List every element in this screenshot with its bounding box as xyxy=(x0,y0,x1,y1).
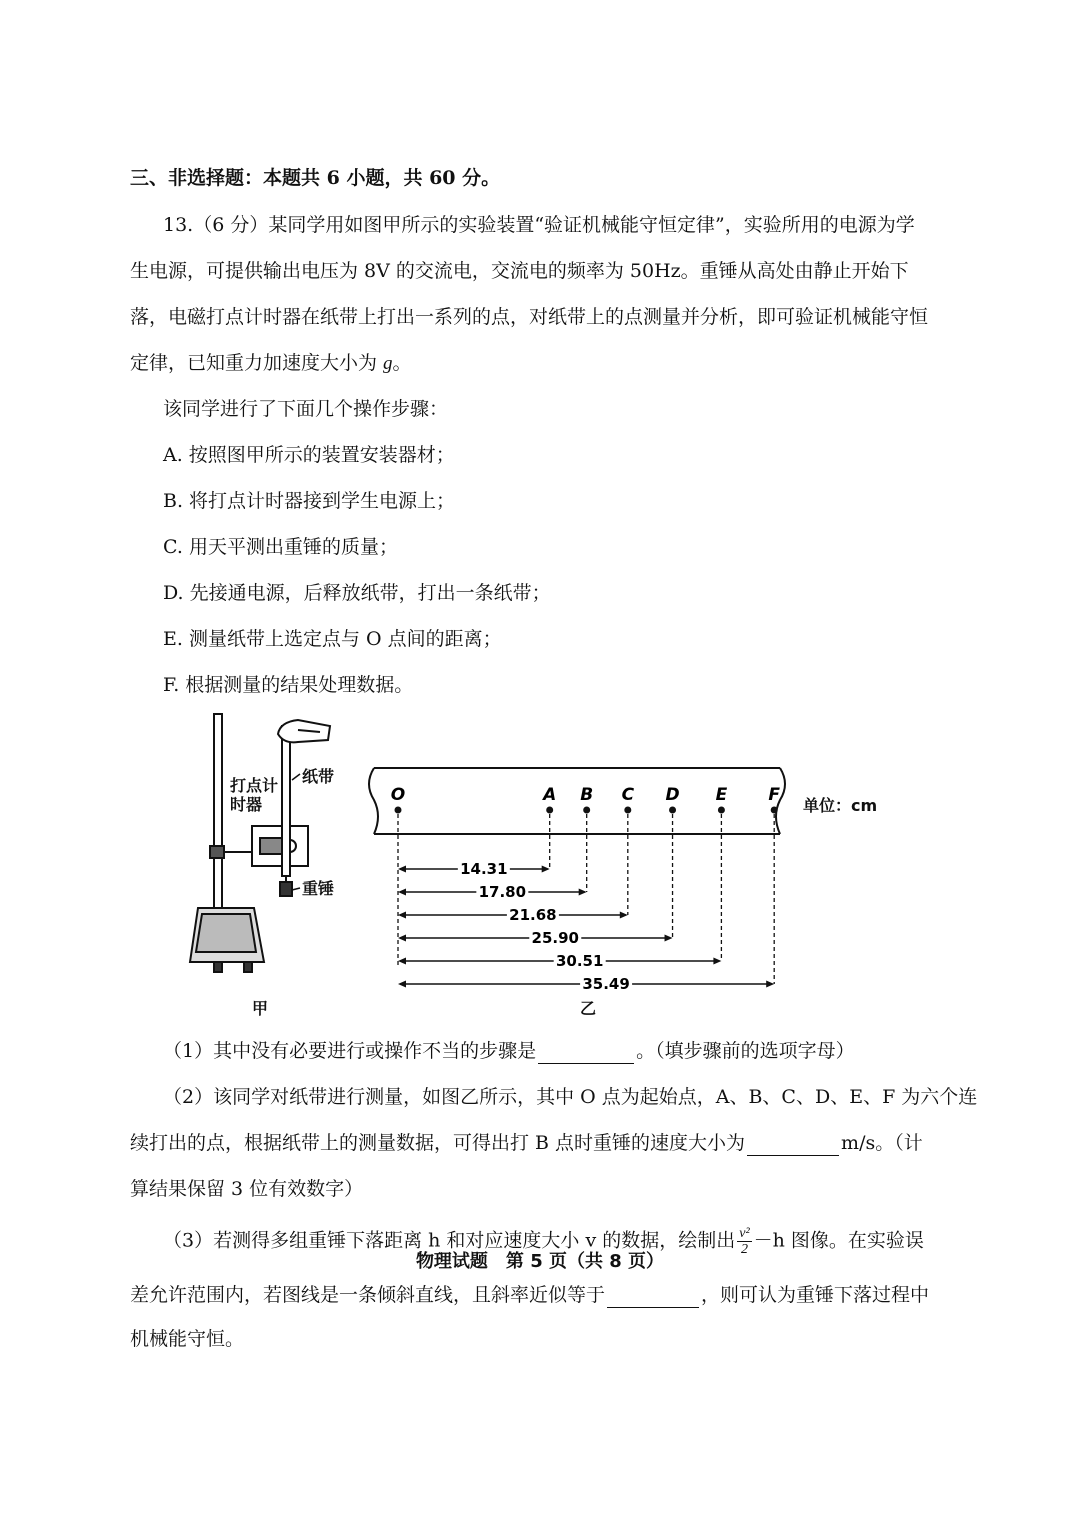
v-squared-over-2: $\frac{\text{v²}}{2}$ xyxy=(739,1226,750,1257)
dimension-arrow xyxy=(398,866,406,873)
step-e: E. 测量纸带上选定点与 O 点间的距离； xyxy=(163,628,502,650)
dimension-arrow xyxy=(398,935,406,942)
dimension-label-E: 30.51 xyxy=(555,952,604,970)
figure-apparatus xyxy=(180,712,350,982)
weight-label: 重锤 xyxy=(302,879,335,898)
section-title: 三、非选择题：本题共 6 小题，共 60 分。 xyxy=(130,167,501,189)
timer-label: 打点计 时器 xyxy=(230,776,279,814)
dimension-label-F: 35.49 xyxy=(582,975,630,993)
dimension-arrow xyxy=(398,889,406,896)
paper-tape xyxy=(282,726,290,876)
answer-blank-1[interactable] xyxy=(538,1043,634,1064)
figure-a-caption: 甲 xyxy=(252,999,269,1018)
step-d: D. 先接通电源，后释放纸带，打出一条纸带； xyxy=(163,582,551,604)
dimension-arrow xyxy=(665,935,673,942)
dimension-label-D: 25.90 xyxy=(531,929,579,947)
tape-point-label-D: D xyxy=(665,785,680,805)
sub-question-2-line-1: （2）该同学对纸带进行测量，如图乙所示，其中 O 点为起始点，A、B、C、D、E、F 为六个连 xyxy=(163,1086,978,1108)
tape-point-label-F: F xyxy=(768,785,781,805)
answer-blank-3[interactable] xyxy=(607,1287,699,1308)
sub-question-2-line-3: 算结果保留 3 位有效数字） xyxy=(130,1178,364,1200)
dimension-label-A: 14.31 xyxy=(460,860,508,878)
tape-point-O xyxy=(395,807,402,814)
tape-point-label-C: C xyxy=(621,785,635,805)
tape-point-label-B: B xyxy=(580,785,594,805)
dimension-arrow xyxy=(398,912,406,919)
answer-blank-2[interactable] xyxy=(747,1135,839,1156)
steps-intro: 该同学进行了下面几个操作步骤： xyxy=(163,398,449,420)
dimension-label-B: 17.80 xyxy=(478,883,527,901)
sub-question-3-line-3: 机械能守恒。 xyxy=(130,1328,245,1350)
page-footer: 物理试题 第 5 页（共 8 页） xyxy=(415,1251,665,1272)
sub-question-3-line-2: 差允许范围内，若图线是一条倾斜直线，且斜率近似等于 ，则可认为重锤下落过程中 xyxy=(130,1284,930,1306)
figure-b-caption: 乙 xyxy=(580,999,597,1018)
sub-question-2-line-2: 续打出的点，根据纸带上的测量数据，可得出打 B 点时重锤的速度大小为 m/s。（计 xyxy=(130,1132,923,1154)
tape-point-D xyxy=(669,807,676,814)
tape-point-F xyxy=(771,807,778,814)
step-f: F. 根据测量的结果处理数据。 xyxy=(163,674,414,696)
step-a: A. 按照图甲所示的装置安装器材； xyxy=(163,444,455,466)
tape-point-B xyxy=(583,807,590,814)
tape-point-A xyxy=(546,807,553,814)
weight xyxy=(280,882,292,896)
tape-point-E xyxy=(718,807,725,814)
sub-question-1: （1）其中没有必要进行或操作不当的步骤是 。（填步骤前的选项字母） xyxy=(163,1040,855,1062)
unit-label: 单位：cm xyxy=(803,796,878,815)
tape-label: 纸带 xyxy=(302,767,335,786)
question-line-2: 生电源，可提供输出电压为 8V 的交流电，交流电的频率为 50Hz。重锤从高处由静止开始下 xyxy=(130,260,909,282)
tape-point-C xyxy=(624,807,631,814)
dimension-label-C: 21.68 xyxy=(509,906,557,924)
tape-point-label-E: E xyxy=(715,785,728,805)
tape-point-label-O: O xyxy=(390,785,406,805)
question-line-3: 落，电磁打点计时器在纸带上打出一系列的点，对纸带上的点测量并分析，即可验证机械能守恒 xyxy=(130,306,929,328)
tape-left-edge xyxy=(369,768,378,834)
dimension-arrow xyxy=(398,981,406,988)
dimension-arrow xyxy=(766,981,774,988)
dimension-arrow xyxy=(542,866,550,873)
dimension-arrow xyxy=(713,958,721,965)
dimension-arrow xyxy=(579,889,587,896)
question-line-4: 定律，已知重力加速度大小为 g。 xyxy=(130,352,412,374)
figure-tape xyxy=(360,768,800,993)
dimension-arrow xyxy=(620,912,628,919)
sub-question-3-line-1: （3）若测得多组重锤下落距离 h 和对应速度大小 v 的数据，绘制出 $\frac{\text{v²}}{2}$ －h 图像。在实验误 xyxy=(163,1226,924,1257)
step-c: C. 用天平测出重锤的质量； xyxy=(163,536,398,558)
stand-rod xyxy=(214,714,222,936)
tape-point-label-A: A xyxy=(543,785,557,805)
dimension-arrow xyxy=(398,958,406,965)
step-b: B. 将打点计时器接到学生电源上； xyxy=(163,490,456,512)
question-line-1: 13.（6 分）某同学用如图甲所示的实验装置“验证机械能守恒定律”，实验所用的电源为学 xyxy=(163,214,915,236)
